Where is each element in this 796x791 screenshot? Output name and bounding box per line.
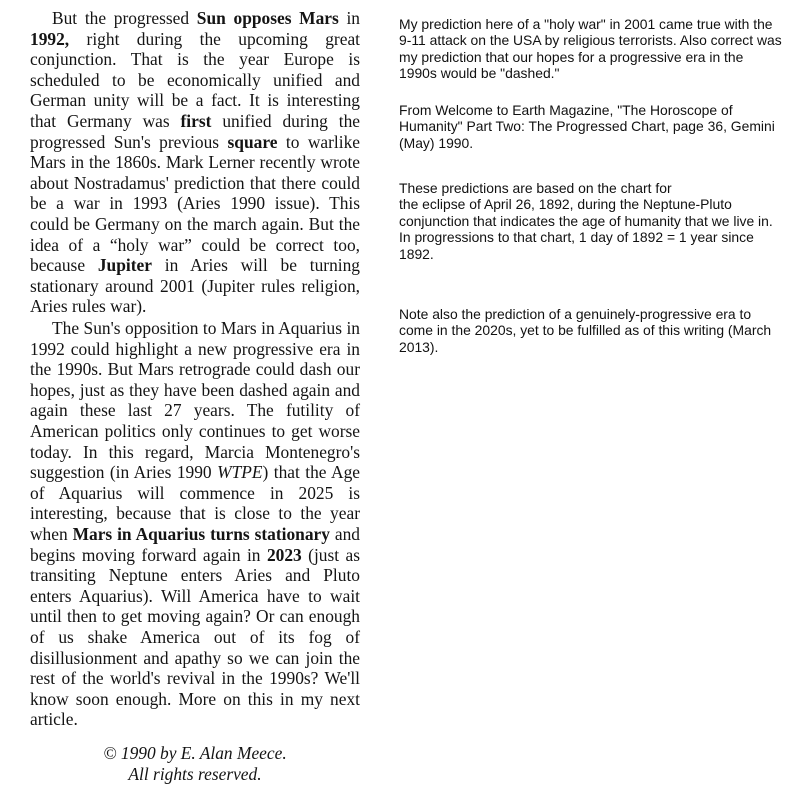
note-progressive-era: Note also the prediction of a genuinely-progressive era to come in the 2020s, yet to be fulfilled as of this writing (March 2013). [399, 306, 772, 355]
rights-line: All rights reserved. [128, 764, 262, 784]
copyright-notice [30, 743, 360, 785]
bold-run: Jupiter [97, 255, 152, 276]
note-basis-line2: the eclipse of April 26, 1892, during the Neptune-Pluto conjunction that indicates the age of humanity that we live in. In progressions to that chart, 1 day of 1892 = 1 year since 1892. [399, 196, 773, 262]
bold-run: Sun opposes Mars [196, 8, 339, 28]
text-run: unified during the progressed Sun's previous [30, 110, 361, 152]
bold-run: 2023 [266, 544, 302, 565]
text-run: and begins moving forward again in [30, 523, 360, 565]
bold-run: square [227, 131, 278, 152]
text-run: in [338, 8, 360, 28]
article-paragraph-2 [30, 318, 360, 730]
text-run: to warlike Mars in the 1860s. Mark Lerner recently wrote about Nostradamus' prediction that there could be a war in 1993 (Aries 1990 issue). This could be Germany on the march again. But the idea of a “holy war” could be correct too, because [30, 131, 361, 276]
copyright-line: © 1990 by E. Alan Meece. [103, 743, 287, 763]
text-run: (just as transiting Neptune enters Aries and Pluto enters Aquarius). Will America have to wait until then to get moving again? Or can enough of us shake America out of its fog of disillusionment and apathy so we can join the rest of the world's revival in the 1990s? We'll know soon enough. More on this in my next article. [30, 544, 360, 730]
bold-run: 1992, [30, 28, 70, 49]
article-paragraph-1 [30, 8, 360, 317]
text-run: right during the upcoming great conjunction. That is the year Europe is scheduled to be economically unified and German unity will be a fact. It is interesting that Germany was [30, 28, 360, 131]
note-basis-line1: These predictions are based on the chart for [399, 180, 672, 196]
text-run: ) that the Age of Aquarius will commence in 2025 is interesting, because that is close to the year when [30, 462, 361, 544]
note-source: From Welcome to Earth Magazine, "The Horoscope of Humanity" Part Two: The Progressed Chart, page 36, Gemini (May) 1990. [399, 102, 775, 151]
bold-run: first [180, 110, 212, 131]
note-basis [399, 180, 784, 262]
text-run: But the progressed [52, 8, 197, 28]
bold-run: Mars in Aquarius turns stationary [72, 523, 330, 544]
note-holy-war: My prediction here of a "holy war" in 2001 came true with the 9-11 attack on the USA by religious terrorists. Also correct was my prediction that our hopes for a progressive era in the 1990s would be "dashed." [399, 16, 782, 82]
italic-run: WTPE [217, 462, 263, 483]
scanned-article [0, 0, 376, 791]
text-run: The Sun's opposition to Mars in Aquarius in 1992 could highlight a new progressive era in the 1990s. But Mars retrograde could dash our hopes, just as they have been dashed again and again these last 27 years. The futility of American politics only continues to get worse today. In this regard, Marcia Montenegro's suggestion (in Aries 1990 [30, 318, 360, 483]
text-run: in Aries will be turning stationary around 2001 (Jupiter rules religion, Aries rules war). [30, 255, 360, 317]
